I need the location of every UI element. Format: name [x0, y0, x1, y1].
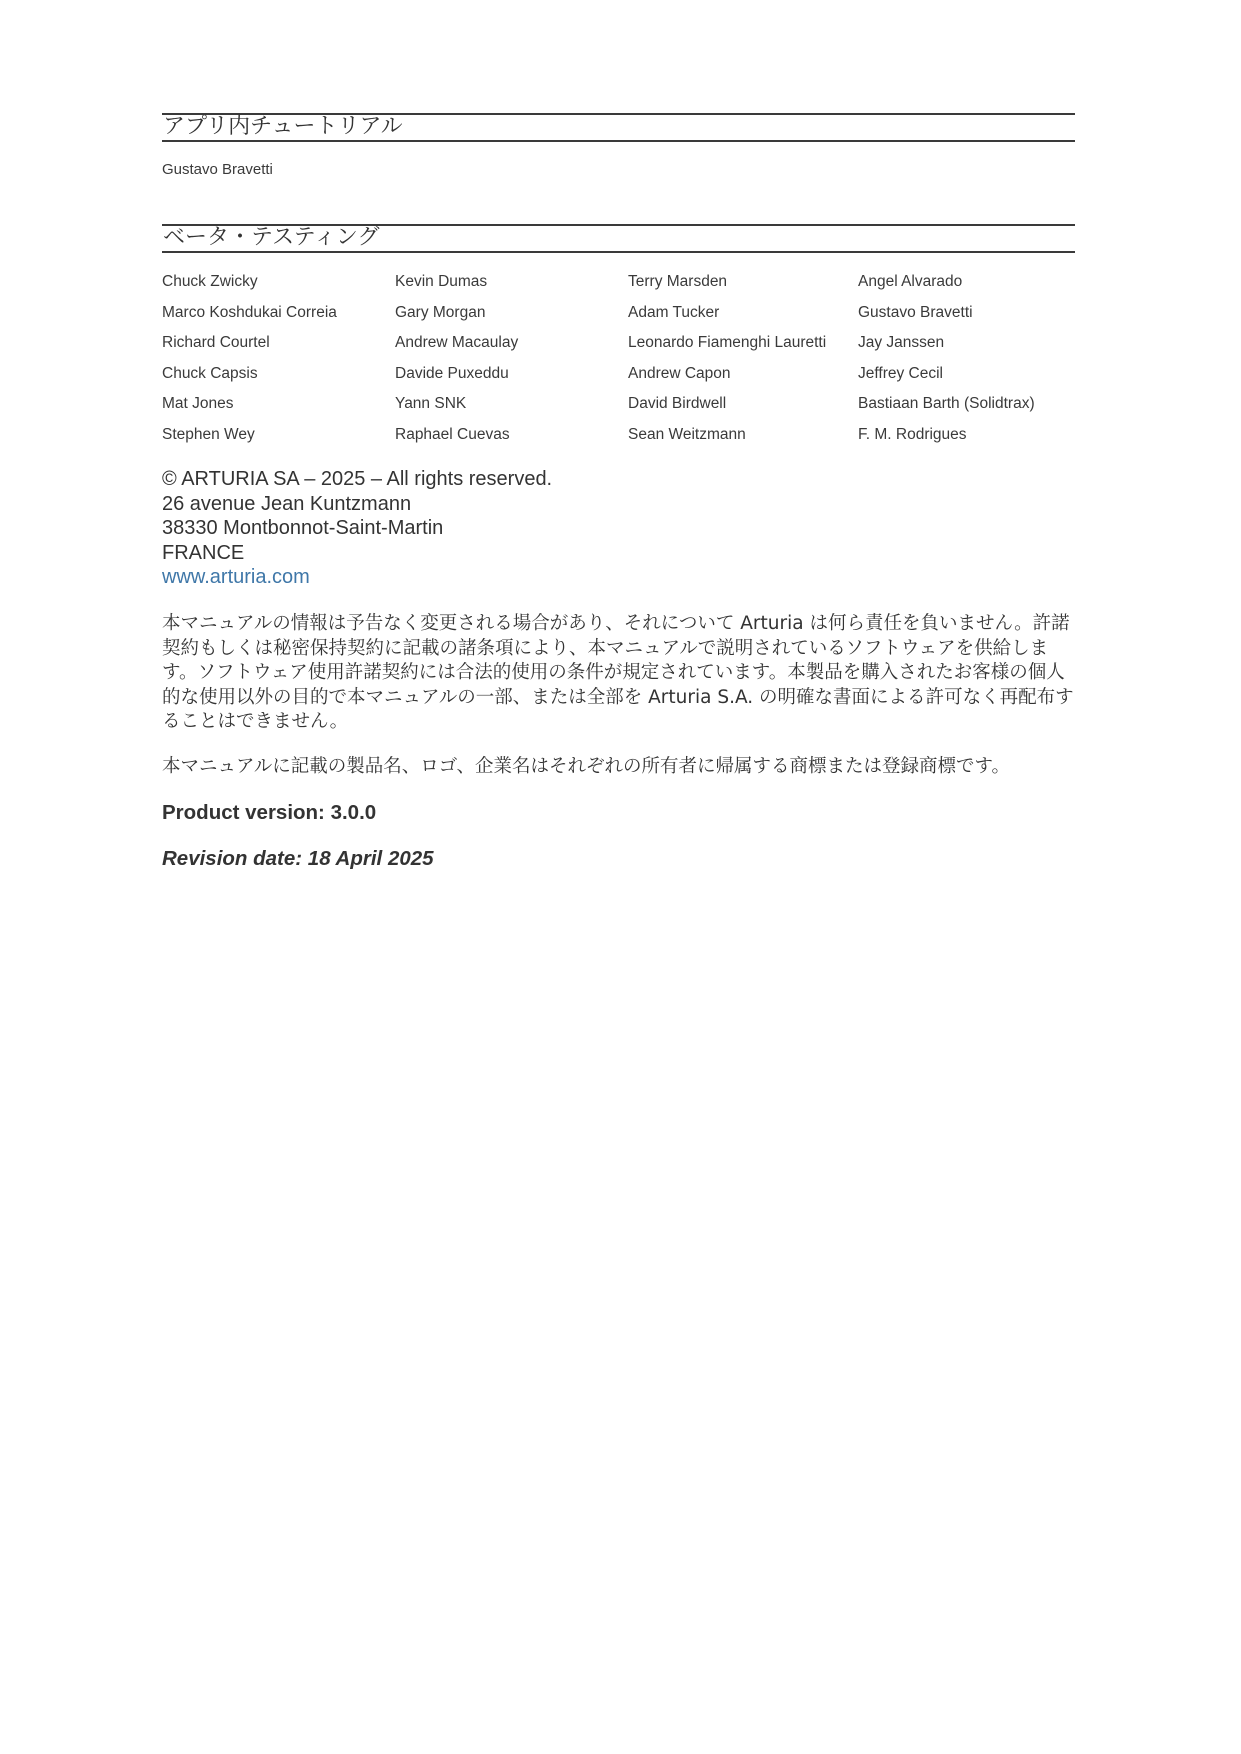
address-city: 38330 Montbonnot-Saint-Martin	[162, 517, 444, 539]
beta-tester-name: David Birdwell	[628, 395, 727, 413]
beta-tester-name: Kevin Dumas	[395, 273, 488, 290]
beta-tester-name: Raphael Cuevas	[395, 425, 510, 443]
beta-tester-name: Angel Alvarado	[858, 273, 963, 290]
beta-tester-name: Gary Morgan	[395, 303, 486, 321]
website-link[interactable]: www.arturia.com	[162, 566, 310, 588]
beta-tester-name: Stephen Wey	[162, 425, 255, 443]
tutorial-credit-name: Gustavo Bravetti	[162, 161, 273, 178]
address-street: 26 avenue Jean Kuntzmann	[162, 492, 412, 515]
company-address-block	[162, 467, 552, 590]
beta-tester-name: Marco Koshdukai Correia	[162, 303, 337, 321]
beta-tester-name: Gustavo Bravetti	[858, 303, 973, 321]
beta-tester-name: Andrew Capon	[628, 364, 731, 382]
legal-notice-paragraph: 本マニュアルの情報は予告なく変更される場合があり、それについて Arturia は何ら責任を負いません。許諾契約もしくは秘密保持契約に記載の諸条項により、本マニュアルで説明されているソフトウェアを供給します。ソフトウェア使用許諾契約には合法的使用の条件が規定されています。本製品を購入されたお客様の個人的な使用以外の目的で本マニュアルの一部、または全部を Arturia S.A. の明確な書面による許可なく再配布することはできません。	[162, 613, 1074, 732]
beta-tester-name: Jay Janssen	[858, 334, 945, 352]
beta-tester-name: Richard Courtel	[162, 334, 270, 352]
section-heading-in-app-tutorial: アプリ内チュートリアル	[162, 113, 1075, 142]
beta-tester-name: Andrew Macaulay	[395, 334, 519, 352]
beta-tester-name: Davide Puxeddu	[395, 364, 509, 382]
trademark-notice-paragraph: 本マニュアルに記載の製品名、ロゴ、企業名はそれぞれの所有者に帰属する商標または登録商標です。	[162, 756, 1011, 777]
section-heading-beta-testing: ベータ・テスティング	[162, 224, 1075, 253]
beta-tester-name: Sean Weitzmann	[628, 425, 746, 443]
copyright-line: © ARTURIA SA – 2025 – All rights reserved.	[162, 468, 553, 490]
beta-tester-name: Jeffrey Cecil	[858, 364, 943, 382]
beta-testers-list	[162, 270, 1092, 454]
beta-tester-name: Mat Jones	[162, 395, 234, 413]
product-version: Product version: 3.0.0	[162, 801, 377, 824]
beta-tester-name: Leonardo Fiamenghi Lauretti	[628, 334, 827, 352]
beta-tester-name: F. M. Rodrigues	[858, 425, 967, 443]
revision-date: Revision date: 18 April 2025	[162, 847, 434, 870]
beta-tester-name: Terry Marsden	[628, 273, 728, 290]
beta-tester-name: Chuck Zwicky	[162, 273, 258, 290]
beta-tester-name: Chuck Capsis	[162, 364, 258, 382]
beta-tester-name: Adam Tucker	[628, 303, 720, 321]
beta-tester-name: Yann SNK	[395, 395, 467, 413]
beta-tester-name: Bastiaan Barth (Solidtrax)	[858, 395, 1035, 413]
address-country: FRANCE	[162, 541, 245, 564]
